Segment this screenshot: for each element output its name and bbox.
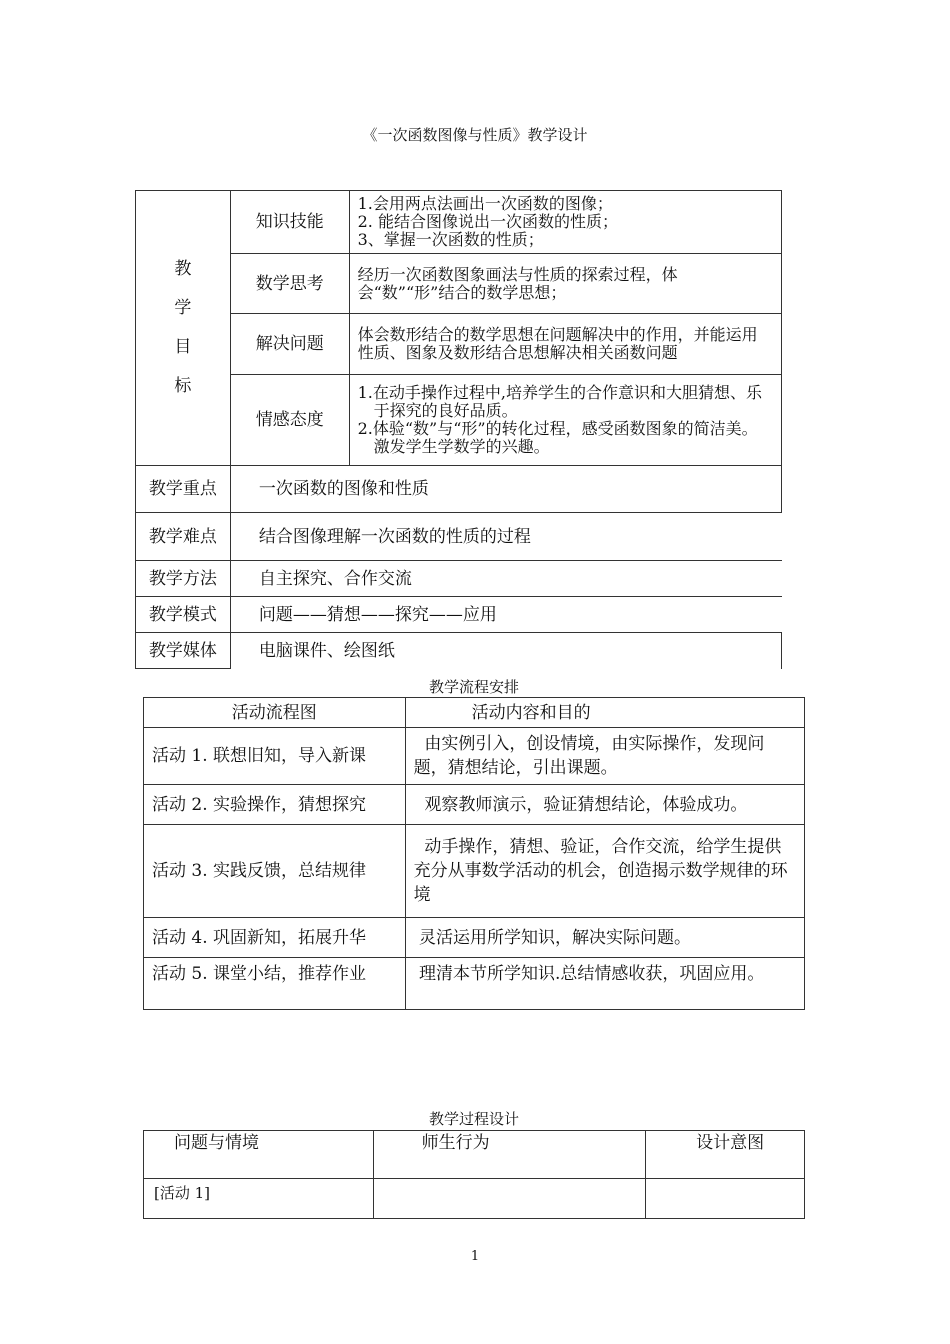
goal-content: 经历一次函数图象画法与性质的探索过程，体会“数”“形”结合的数学思想； — [349, 254, 781, 314]
goal-content: 体会数形结合的数学思想在问题解决中的作用，并能运用性质、图象及数形结合思想解决相关函数问题 — [349, 314, 781, 375]
info-label: 教学难点 — [136, 513, 231, 561]
process-header: 设计意图 — [646, 1131, 805, 1179]
flow-activity: 活动 4. 巩固新知，拓展升华 — [144, 918, 406, 958]
objectives-label: 教 学 目 标 — [136, 191, 231, 466]
flow-activity: 活动 2. 实验操作，猜想探究 — [144, 785, 406, 825]
info-value: 结合图像理解一次函数的性质的过程 — [230, 513, 781, 561]
process-header: 问题与情境 — [144, 1131, 374, 1179]
process-table — [143, 1130, 805, 1219]
flow-content: 观察教师演示，验证猜想结论，体验成功。 — [405, 785, 804, 825]
goal-name: 解决问题 — [230, 314, 349, 375]
process-header: 师生行为 — [373, 1131, 646, 1179]
info-value: 一次函数的图像和性质 — [230, 466, 781, 513]
goal-name: 数学思考 — [230, 254, 349, 314]
objectives-table — [135, 190, 782, 669]
info-value: 电脑课件、绘图纸 — [230, 633, 781, 669]
page-number: 1 — [470, 1249, 480, 1264]
info-label: 教学重点 — [136, 466, 231, 513]
flow-activity: 活动 3. 实践反馈，总结规律 — [144, 825, 406, 918]
flow-activity: 活动 5. 课堂小结，推荐作业 — [144, 958, 406, 1010]
flow-header: 活动流程图 — [144, 698, 406, 728]
info-value: 问题——猜想——探究——应用 — [230, 597, 781, 633]
goal-name: 知识技能 — [230, 191, 349, 254]
document-title: 《一次函数图像与性质》教学设计 — [362, 126, 588, 144]
info-label: 教学模式 — [136, 597, 231, 633]
goal-name: 情感态度 — [230, 375, 349, 466]
flow-content: 灵活运用所学知识，解决实际问题。 — [405, 918, 804, 958]
flow-caption: 教学流程安排 — [428, 678, 519, 696]
process-cell: [活动 1] — [144, 1179, 374, 1219]
flow-header: 活动内容和目的 — [405, 698, 804, 728]
info-label: 教学方法 — [136, 561, 231, 597]
process-cell — [646, 1179, 805, 1219]
process-caption: 教学过程设计 — [428, 1110, 519, 1128]
flow-table — [143, 697, 805, 1010]
flow-activity: 活动 1. 联想旧知，导入新课 — [144, 728, 406, 785]
goal-content: 1.会用两点法画出一次函数的图像； 2. 能结合图像说出一次函数的性质； 3、掌握一次函数的性质； — [349, 191, 781, 254]
flow-content: 理清本节所学知识.总结情感收获，巩固应用。 — [405, 958, 804, 1010]
process-cell — [373, 1179, 646, 1219]
info-value: 自主探究、合作交流 — [230, 561, 781, 597]
goal-content: 1.在动手操作过程中,培养学生的合作意识和大胆猜想、乐于探究的良好品质。 2.体验“数”与“形”的转化过程，感受函数图象的简洁美。激发学生学数学的兴趣。 — [349, 375, 781, 466]
flow-content: 动手操作，猜想、验证，合作交流，给学生提供充分从事数学活动的机会，创造揭示数学规律的环境 — [405, 825, 804, 918]
info-label: 教学媒体 — [136, 633, 231, 669]
flow-content: 由实例引入，创设情境，由实际操作，发现问题，猜想结论，引出课题。 — [405, 728, 804, 785]
